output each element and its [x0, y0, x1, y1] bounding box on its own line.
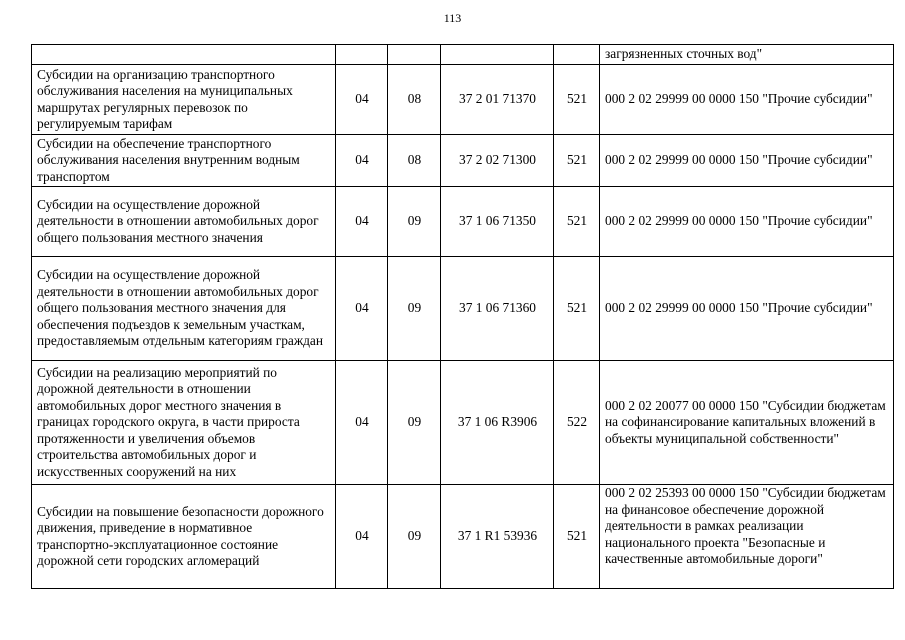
expense-type-cell: 521 [554, 187, 600, 257]
income-code-cell: 000 2 02 29999 00 0000 150 "Прочие субсидии" [600, 257, 894, 361]
table-row [32, 187, 894, 257]
subsidy-name-cell [32, 45, 336, 65]
income-code-cell: 000 2 02 25393 00 0000 150 "Субсидии бюджетам на финансовое обеспечение дорожной деятельности в рамках реализации национального проекта "Безопасные и качественные автомобильные дороги" [600, 485, 894, 589]
income-code-cell: загрязненных сточных вод" [600, 45, 894, 65]
expense-type-cell: 521 [554, 485, 600, 589]
target-article-cell: 37 1 06 71350 [441, 187, 554, 257]
subsection-cell: 08 [388, 135, 441, 187]
expense-type-cell: 521 [554, 135, 600, 187]
income-code-cell: 000 2 02 29999 00 0000 150 "Прочие субсидии" [600, 187, 894, 257]
expense-type-cell: 522 [554, 361, 600, 485]
page-number: 113 [443, 11, 462, 25]
target-article-cell: 37 1 06 71360 [441, 257, 554, 361]
subsidy-name-cell: Субсидии на реализацию мероприятий по дорожной деятельности в отношении автомобильных дорог местного значения в границах городского округа, в части прироста протяженности и увеличения объемов строительства автомобильных дорог и искусственных сооружений на них [32, 361, 336, 485]
section-cell: 04 [336, 485, 388, 589]
expense-type-cell: 521 [554, 65, 600, 135]
income-code-cell: 000 2 02 20077 00 0000 150 "Субсидии бюджетам на софинансирование капитальных вложений в объекты муниципальной собственности" [600, 361, 894, 485]
section-cell: 04 [336, 187, 388, 257]
subsection-cell: 09 [388, 187, 441, 257]
table-row [32, 65, 894, 135]
budget-table [31, 44, 894, 589]
subsection-cell: 09 [388, 485, 441, 589]
section-cell: 04 [336, 135, 388, 187]
subsidy-name-cell: Субсидии на организацию транспортного обслуживания населения на муниципальных маршрутах регулярных перевозок по регулируемым тарифам [32, 65, 336, 135]
target-article-cell: 37 2 02 71300 [441, 135, 554, 187]
subsection-cell: 08 [388, 65, 441, 135]
table-row [32, 45, 894, 65]
expense-type-cell [554, 45, 600, 65]
table-row [32, 361, 894, 485]
subsidy-name-cell: Субсидии на осуществление дорожной деятельности в отношении автомобильных дорог общего пользования местного значения [32, 187, 336, 257]
subsection-cell [388, 45, 441, 65]
target-article-cell: 37 2 01 71370 [441, 65, 554, 135]
target-article-cell: 37 1 R1 53936 [441, 485, 554, 589]
income-code-cell: 000 2 02 29999 00 0000 150 "Прочие субсидии" [600, 65, 894, 135]
section-cell: 04 [336, 257, 388, 361]
target-article-cell [441, 45, 554, 65]
target-article-cell: 37 1 06 R3906 [441, 361, 554, 485]
table-row [32, 257, 894, 361]
table-row [32, 135, 894, 187]
section-cell [336, 45, 388, 65]
expense-type-cell: 521 [554, 257, 600, 361]
section-cell: 04 [336, 65, 388, 135]
subsidy-name-cell: Субсидии на повышение безопасности дорожного движения, приведение в нормативное транспортно-эксплуатационное состояние дорожной сети городских агломераций [32, 485, 336, 589]
subsection-cell: 09 [388, 257, 441, 361]
section-cell: 04 [336, 361, 388, 485]
subsidy-name-cell: Субсидии на обеспечение транспортного обслуживания населения внутренним водным транспортом [32, 135, 336, 187]
table-row [32, 485, 894, 589]
subsection-cell: 09 [388, 361, 441, 485]
income-code-cell: 000 2 02 29999 00 0000 150 "Прочие субсидии" [600, 135, 894, 187]
subsidy-name-cell: Субсидии на осуществление дорожной деятельности в отношении автомобильных дорог общего пользования местного значения для обеспечения подъездов к земельным участкам, предоставляемым отдельным категориям граждан [32, 257, 336, 361]
